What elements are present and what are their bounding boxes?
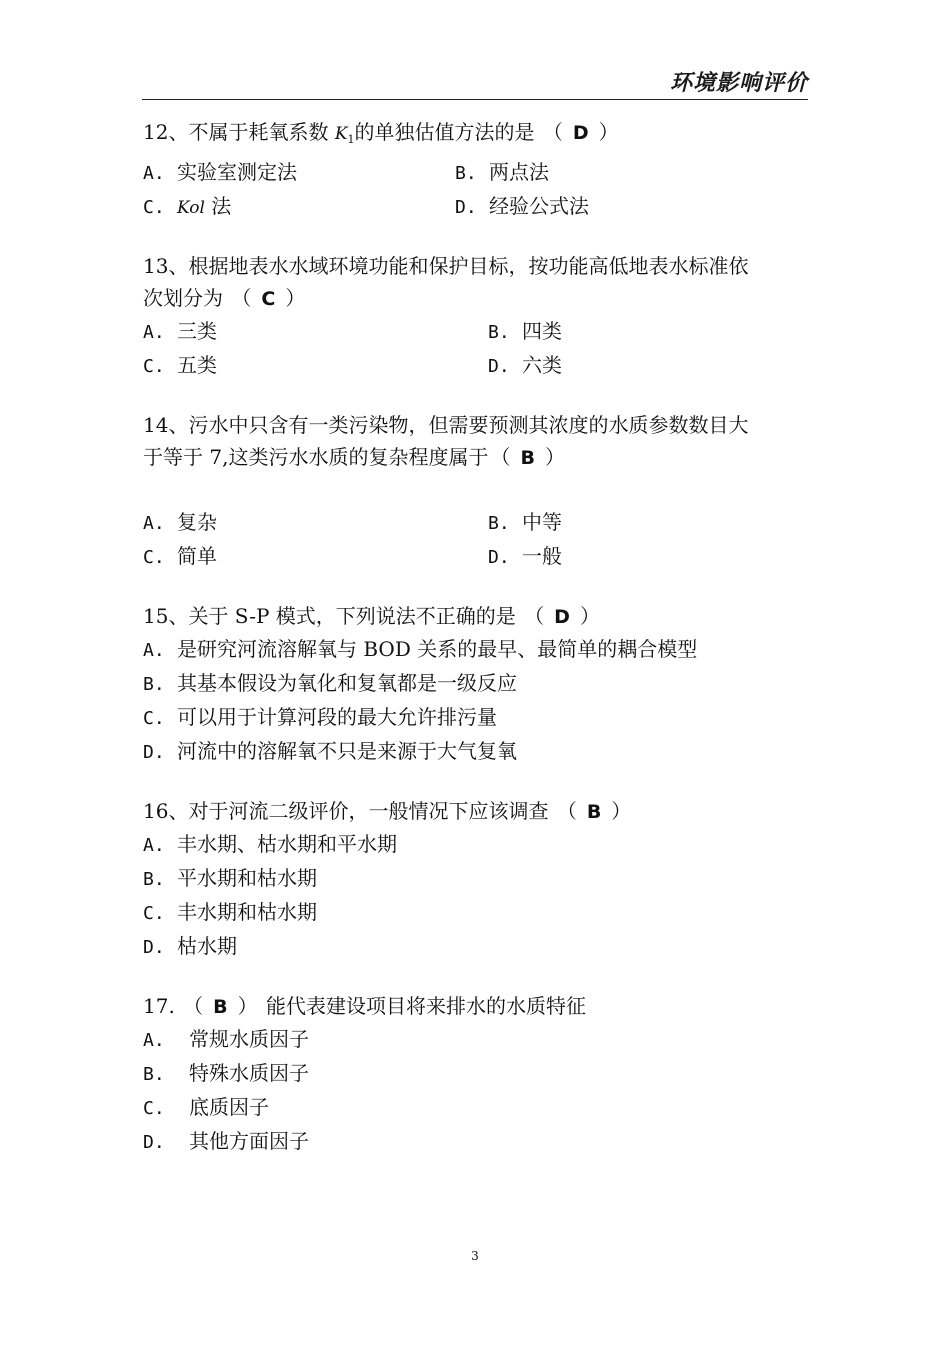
page-number: 3 — [471, 1249, 479, 1263]
question-list — [143, 116, 813, 1185]
option-b: B. 平水期和枯水期 — [143, 866, 317, 890]
option-a: A. 丰水期、枯水期和平水期 — [143, 832, 397, 856]
stem-text-2: 的单独估值方法的是 — [354, 120, 535, 144]
option-b: B. 特殊水质因子 — [143, 1061, 309, 1085]
option-c: C. 简单 — [143, 544, 217, 568]
option-c: C. 五类 — [143, 353, 217, 377]
question-17 — [143, 990, 813, 1159]
option-a: A. 复杂 — [143, 510, 217, 534]
symbol-k: K — [334, 124, 348, 144]
blank-line — [143, 474, 813, 506]
option-b: B. 两点法 — [455, 160, 549, 184]
answer: C — [261, 288, 276, 310]
symbol-kol: Kol — [177, 198, 205, 218]
question-stem: 16、对于河流二级评价，一般情况下应该调查 （ B ） — [143, 795, 813, 828]
question-16 — [143, 795, 813, 964]
option-b: B. 其基本假设为氧化和复氧都是一级反应 — [143, 671, 517, 695]
option-b: B. 四类 — [488, 319, 562, 343]
option-d: D. 其他方面因子 — [143, 1129, 309, 1153]
options — [143, 315, 813, 383]
question-stem-line-2: 于等于 7,这类污水水质的复杂程度属于 （ B ） — [143, 441, 813, 474]
option-a: A. 是研究河流溶解氧与 BOD 关系的最早、最简单的耦合模型 — [143, 637, 698, 661]
option-d: D. 枯水期 — [143, 934, 237, 958]
options — [143, 156, 813, 224]
answer: B — [213, 996, 228, 1018]
answer: D — [554, 606, 570, 628]
option-a: A. 三类 — [143, 319, 217, 343]
option-c: C. Kol 法 — [143, 194, 232, 218]
option-a: A. 常规水质因子 — [143, 1027, 309, 1051]
question-stem-line-2: 次划分为 （ C ） — [143, 282, 813, 315]
option-b: B. 中等 — [488, 510, 562, 534]
option-d: D. 一般 — [488, 544, 562, 568]
question-14 — [143, 409, 813, 574]
option-c: C. 底质因子 — [143, 1095, 269, 1119]
options — [143, 506, 813, 574]
answer-paren-open: （ — [542, 120, 563, 144]
running-header-title: 环境影响评价 — [669, 71, 808, 96]
answer-paren-close: ） — [598, 120, 619, 144]
question-12 — [143, 116, 813, 224]
option-c: C. 丰水期和枯水期 — [143, 900, 317, 924]
question-stem: 17. （ B ） 能代表建设项目将来排水的水质特征 — [143, 990, 813, 1023]
answer: D — [572, 122, 589, 144]
header-rule — [142, 99, 808, 100]
stem-text: 12、不属于耗氧系数 — [143, 120, 329, 144]
answer: B — [520, 447, 535, 469]
option-a: A. 实验室测定法 — [143, 160, 297, 184]
question-stem — [143, 116, 813, 156]
question-stem-line-1: 13、根据地表水水域环境功能和保护目标，按功能高低地表水标准依 — [143, 254, 749, 278]
option-d: D. 六类 — [488, 353, 562, 377]
symbol-subscript: 1 — [347, 133, 355, 146]
option-d: D. 经验公式法 — [455, 194, 589, 218]
option-d: D. 河流中的溶解氧不只是来源于大气复氧 — [143, 739, 517, 763]
question-15 — [143, 600, 813, 769]
answer: B — [586, 801, 602, 823]
option-c: C. 可以用于计算河段的最大允许排污量 — [143, 705, 497, 729]
question-stem-line-1: 14、污水中只含有一类污染物，但需要预测其浓度的水质参数数目大 — [143, 413, 749, 437]
question-13 — [143, 250, 813, 383]
question-stem: 15、关于 S-P 模式，下列说法不正确的是 （ D ） — [143, 600, 813, 633]
